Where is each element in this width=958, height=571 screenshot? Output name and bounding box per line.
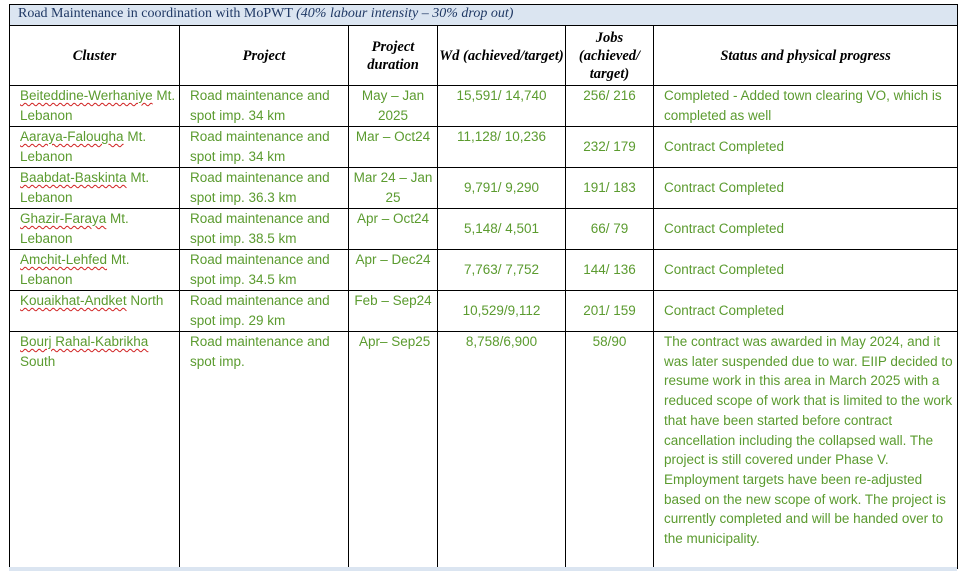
cell-jobs: 256/ 216 bbox=[566, 86, 654, 127]
cell-status: Contract Completed bbox=[654, 127, 958, 168]
header-duration: Project duration bbox=[349, 26, 438, 86]
cluster-name: Ghazir-Faraya bbox=[20, 211, 107, 226]
cluster-name: Aaraya-Falougha bbox=[20, 129, 124, 144]
cell-jobs: 66/ 79 bbox=[566, 209, 654, 250]
cluster-region: Mt. Lebanon bbox=[20, 129, 147, 164]
cluster-region: Mt. Lebanon bbox=[20, 211, 129, 246]
table-title-row bbox=[10, 5, 958, 26]
header-cluster: Cluster bbox=[10, 26, 180, 86]
cell-status: Completed - Added town clearing VO, which is completed as well bbox=[654, 86, 958, 127]
table-row bbox=[10, 209, 958, 250]
cell-status: Contract Completed bbox=[654, 250, 958, 291]
cell-status: The contract was awarded in May 2024, and it was later suspended due to war. EIIP decided to resume work in this area in March 2025 with a reduced scope of work that is limited to the work that have been started before contract cancellation including the collapsed wall. The project is still covered under Phase V. Employment targets have been re-adjusted based on the new scope of work. The project is currently completed and will be handed over to the municipality. bbox=[654, 332, 958, 569]
table-row bbox=[10, 86, 958, 127]
cell-jobs: 201/ 159 bbox=[566, 291, 654, 332]
cell-wd: 5,148/ 4,501 bbox=[438, 209, 566, 250]
cell-wd: 15,591/ 14,740 bbox=[438, 86, 566, 127]
table-title bbox=[10, 5, 958, 26]
table-row bbox=[10, 127, 958, 168]
bottom-divider bbox=[9, 567, 957, 571]
cell-cluster bbox=[10, 86, 180, 127]
cell-cluster bbox=[10, 209, 180, 250]
cell-project: Road maintenance and spot imp. 34.5 km bbox=[180, 250, 349, 291]
header-jobs: Jobs (achieved/ target) bbox=[566, 26, 654, 86]
cell-jobs: 58/90 bbox=[566, 332, 654, 569]
header-wd: Wd (achieved/target) bbox=[438, 26, 566, 86]
cell-status: Contract Completed bbox=[654, 209, 958, 250]
cell-status: Contract Completed bbox=[654, 168, 958, 209]
cell-duration: Apr – Oct24 bbox=[349, 209, 438, 250]
cluster-name: Beiteddine-Werhaniye bbox=[20, 88, 153, 103]
cell-cluster bbox=[10, 127, 180, 168]
table-row bbox=[10, 291, 958, 332]
header-project: Project bbox=[180, 26, 349, 86]
cell-duration: May – Jan 2025 bbox=[349, 86, 438, 127]
document-page bbox=[9, 4, 957, 569]
cluster-region: Mt. Lebanon bbox=[20, 252, 130, 287]
cluster-name: Bourj Rahal-Kabrikha bbox=[20, 334, 149, 349]
cell-project: Road maintenance and spot imp. 36.3 km bbox=[180, 168, 349, 209]
cell-wd: 8,758/6,900 bbox=[438, 332, 566, 569]
cell-cluster bbox=[10, 168, 180, 209]
cluster-region: North bbox=[130, 293, 164, 308]
cell-wd: 10,529/9,112 bbox=[438, 291, 566, 332]
cell-duration: Feb – Sep24 bbox=[349, 291, 438, 332]
road-maintenance-table bbox=[9, 4, 958, 569]
cell-jobs: 191/ 183 bbox=[566, 168, 654, 209]
cluster-name: Baabdat-Baskinta bbox=[20, 170, 127, 185]
cell-status: Contract Completed bbox=[654, 291, 958, 332]
cell-project: Road maintenance and spot imp. 34 km bbox=[180, 127, 349, 168]
cluster-name: Amchit-Lehfed bbox=[20, 252, 108, 267]
cluster-region: Mt. Lebanon bbox=[20, 170, 150, 205]
cell-wd: 11,128/ 10,236 bbox=[438, 127, 566, 168]
table-title-note: (40% labour intensity – 30% drop out) bbox=[296, 6, 514, 21]
cell-duration: Apr– Sep25 bbox=[349, 332, 438, 569]
cell-duration: Mar 24 – Jan 25 bbox=[349, 168, 438, 209]
cell-project: Road maintenance and spot imp. 29 km bbox=[180, 291, 349, 332]
cell-cluster bbox=[10, 250, 180, 291]
cell-duration: Apr – Dec24 bbox=[349, 250, 438, 291]
cell-wd: 7,763/ 7,752 bbox=[438, 250, 566, 291]
cell-cluster bbox=[10, 332, 180, 569]
cluster-region: Mt. Lebanon bbox=[20, 88, 176, 123]
cell-duration: Mar – Oct24 bbox=[349, 127, 438, 168]
cell-project: Road maintenance and spot imp. 34 km bbox=[180, 86, 349, 127]
table-title-main: Road Maintenance in coordination with MoPWT bbox=[18, 6, 293, 21]
header-row bbox=[10, 26, 958, 86]
cell-project: Road maintenance and spot imp. bbox=[180, 332, 349, 569]
table-row bbox=[10, 168, 958, 209]
table-row bbox=[10, 332, 958, 569]
table-row bbox=[10, 250, 958, 291]
cluster-region: South bbox=[20, 353, 56, 369]
cell-project: Road maintenance and spot imp. 38.5 km bbox=[180, 209, 349, 250]
cluster-name: Kouaikhat-Andket bbox=[20, 293, 127, 308]
cell-wd: 9,791/ 9,290 bbox=[438, 168, 566, 209]
cell-cluster bbox=[10, 291, 180, 332]
cell-jobs: 144/ 136 bbox=[566, 250, 654, 291]
cell-jobs: 232/ 179 bbox=[566, 127, 654, 168]
header-status: Status and physical progress bbox=[654, 26, 958, 86]
